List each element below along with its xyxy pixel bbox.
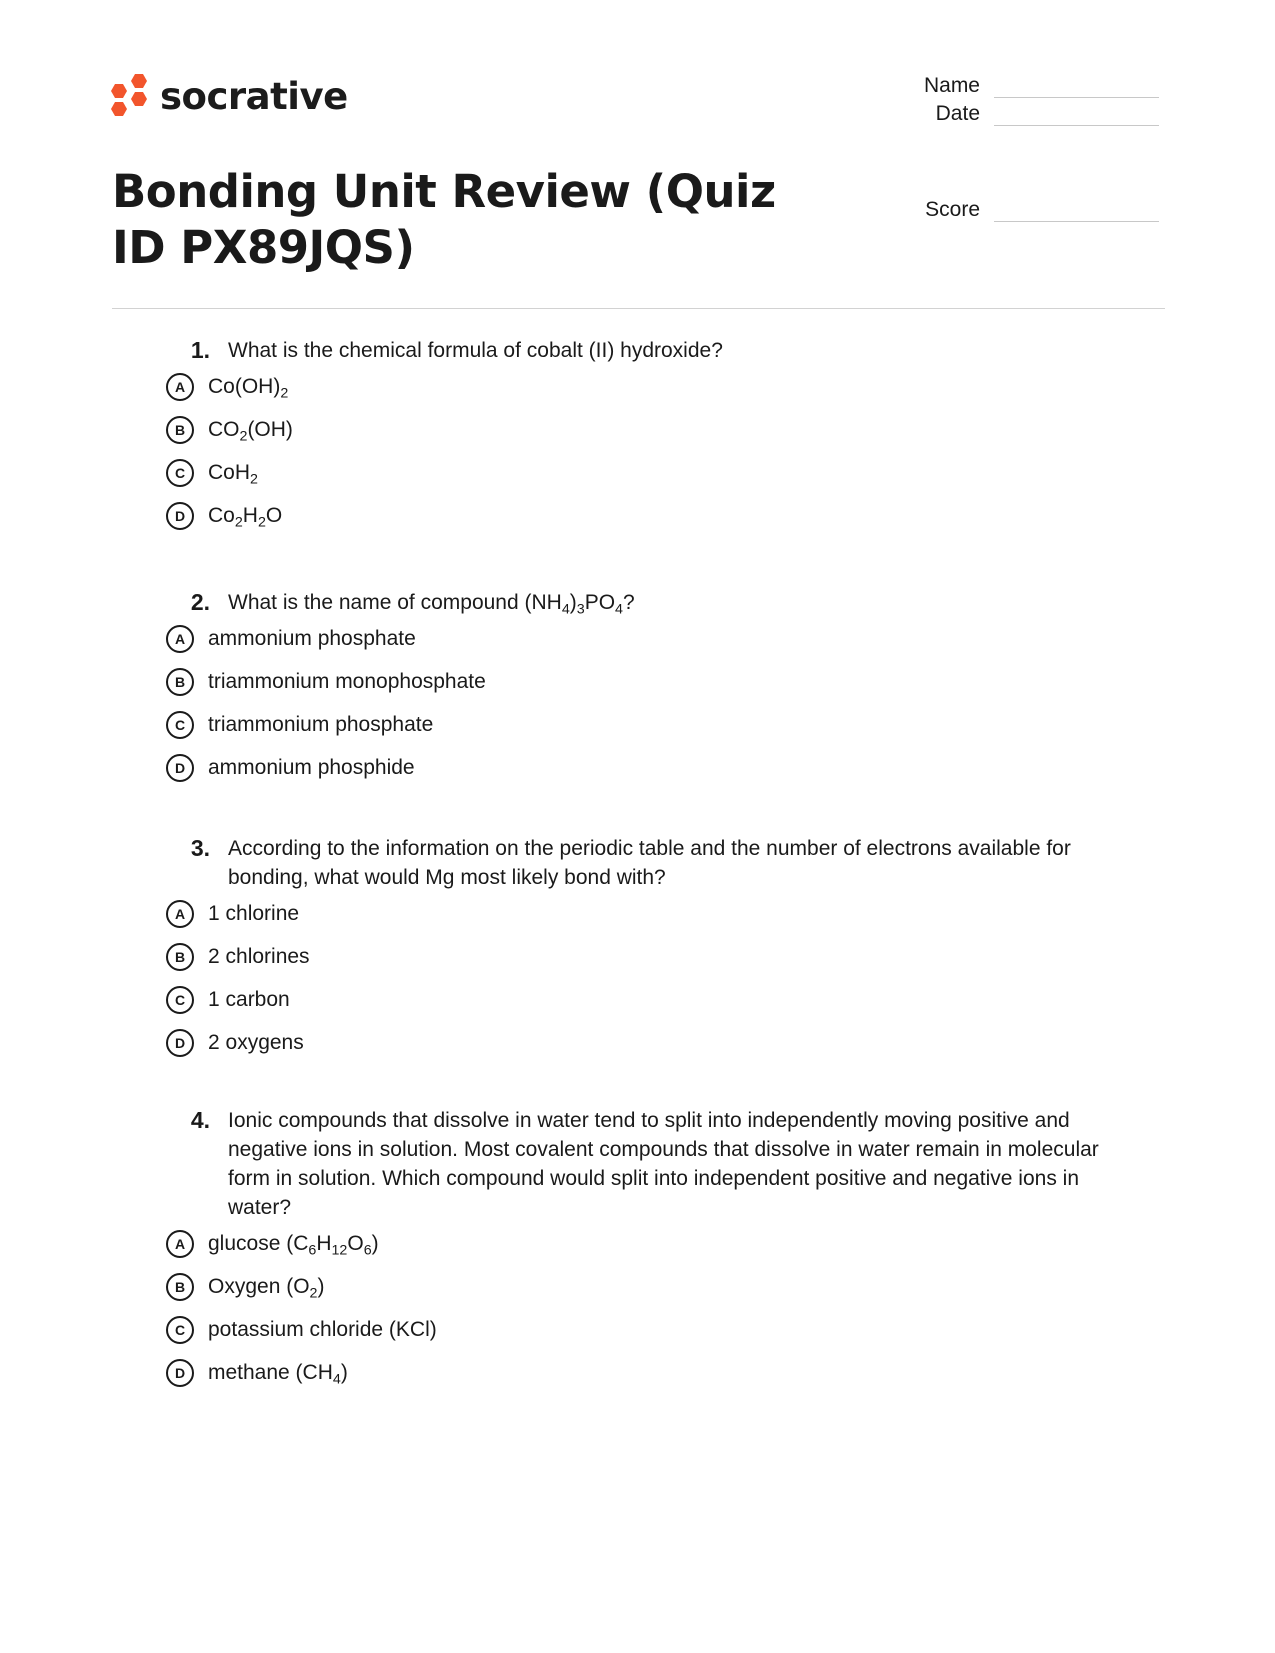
question-2 bbox=[160, 588, 1140, 789]
option-letter-circle[interactable]: C bbox=[166, 986, 194, 1014]
option-letter-circle[interactable]: A bbox=[166, 373, 194, 401]
answer-option-a[interactable] bbox=[160, 365, 1140, 408]
question-number: 1. bbox=[190, 337, 210, 363]
question-row bbox=[160, 336, 1140, 365]
option-letter-circle[interactable]: A bbox=[166, 625, 194, 653]
option-text: glucose $(C_6H_{12}O_6)$ bbox=[208, 1231, 379, 1258]
score-line[interactable] bbox=[994, 201, 1159, 222]
question-text: Ionic compounds that dissolve in water tend to split into independently moving positive and negative ions in solution. Most covalent compounds that dissolve in water remain in molecular form in solution. Which compound would split into independent positive and negative ions in water? bbox=[228, 1109, 1099, 1219]
question-4 bbox=[160, 1106, 1140, 1394]
question-number: 4. bbox=[190, 1107, 210, 1133]
answer-option-a[interactable] bbox=[160, 1222, 1140, 1265]
option-letter-circle[interactable]: A bbox=[166, 900, 194, 928]
option-text: $Co(OH)_2$ bbox=[208, 374, 289, 401]
date-field bbox=[880, 102, 1165, 126]
option-letter-circle[interactable]: B bbox=[166, 1273, 194, 1301]
page-title: Bonding Unit Review (Quiz ID PX89JQS) bbox=[112, 165, 776, 274]
name-label: Name bbox=[923, 74, 980, 97]
answer-option-c[interactable] bbox=[160, 703, 1140, 746]
question-3 bbox=[160, 834, 1140, 1064]
question-1 bbox=[160, 336, 1140, 537]
answer-option-c[interactable] bbox=[160, 451, 1140, 494]
option-letter-circle[interactable]: D bbox=[166, 754, 194, 782]
question-number: 3. bbox=[190, 835, 210, 861]
option-letter-circle[interactable]: C bbox=[166, 711, 194, 739]
option-text: ammonium phosphate bbox=[208, 626, 416, 650]
score-label: Score bbox=[925, 198, 980, 221]
option-letter-circle[interactable]: D bbox=[166, 1359, 194, 1387]
question-text: What is the name of compound $(NH_4)_3PO_4$? bbox=[228, 591, 635, 618]
answer-option-d[interactable] bbox=[160, 1351, 1140, 1394]
option-letter-circle[interactable]: C bbox=[166, 1316, 194, 1344]
answer-option-c[interactable] bbox=[160, 978, 1140, 1021]
question-text: What is the chemical formula of cobalt (II) hydroxide? bbox=[228, 339, 723, 362]
option-text: CoH$_2$ bbox=[208, 460, 258, 487]
option-text: 1 carbon bbox=[208, 987, 290, 1011]
option-text: ammonium phosphide bbox=[208, 755, 415, 779]
answer-option-b[interactable] bbox=[160, 935, 1140, 978]
header-divider bbox=[112, 308, 1165, 309]
option-text: 1 chlorine bbox=[208, 901, 300, 925]
name-field bbox=[880, 74, 1165, 98]
question-number: 2. bbox=[190, 589, 210, 615]
option-letter-circle[interactable]: A bbox=[166, 1230, 194, 1258]
option-text: triammonium phosphate bbox=[208, 712, 434, 736]
option-letter-circle[interactable]: B bbox=[166, 943, 194, 971]
option-text: potassium chloride (KCl) bbox=[208, 1317, 437, 1341]
date-line[interactable] bbox=[994, 105, 1159, 126]
option-text: 2 chlorines bbox=[208, 944, 310, 968]
socrative-hexagon-logo-icon bbox=[110, 72, 150, 120]
answer-option-c[interactable] bbox=[160, 1308, 1140, 1351]
option-text: triammonium monophosphate bbox=[208, 669, 486, 693]
question-text: According to the information on the periodic table and the number of electrons available for bonding, what would Mg most likely bond with? bbox=[228, 837, 1071, 889]
answer-option-b[interactable] bbox=[160, 1265, 1140, 1308]
option-text: methane $(CH_4)$ bbox=[208, 1360, 348, 1387]
answer-option-d[interactable] bbox=[160, 746, 1140, 789]
question-row bbox=[160, 834, 1140, 892]
answer-option-d[interactable] bbox=[160, 1021, 1140, 1064]
answer-option-a[interactable] bbox=[160, 892, 1140, 935]
answer-option-d[interactable] bbox=[160, 494, 1140, 537]
date-label: Date bbox=[935, 102, 980, 125]
score-field bbox=[880, 198, 1165, 222]
option-text: 2 oxygens bbox=[208, 1030, 304, 1054]
answer-option-b[interactable] bbox=[160, 660, 1140, 703]
question-row bbox=[160, 588, 1140, 617]
option-letter-circle[interactable]: C bbox=[166, 459, 194, 487]
option-text: $Co_2H_2O$ bbox=[208, 503, 283, 530]
option-letter-circle[interactable]: D bbox=[166, 1029, 194, 1057]
brand-name: socrative bbox=[160, 74, 348, 118]
option-text: $CO_2(OH)$ bbox=[208, 417, 293, 444]
brand-logo bbox=[110, 72, 348, 120]
option-letter-circle[interactable]: B bbox=[166, 416, 194, 444]
question-row bbox=[160, 1106, 1140, 1222]
option-letter-circle[interactable]: D bbox=[166, 502, 194, 530]
option-letter-circle[interactable]: B bbox=[166, 668, 194, 696]
answer-option-a[interactable] bbox=[160, 617, 1140, 660]
answer-option-b[interactable] bbox=[160, 408, 1140, 451]
name-line[interactable] bbox=[994, 77, 1159, 98]
option-text: Oxygen $(O_2)$ bbox=[208, 1274, 325, 1301]
